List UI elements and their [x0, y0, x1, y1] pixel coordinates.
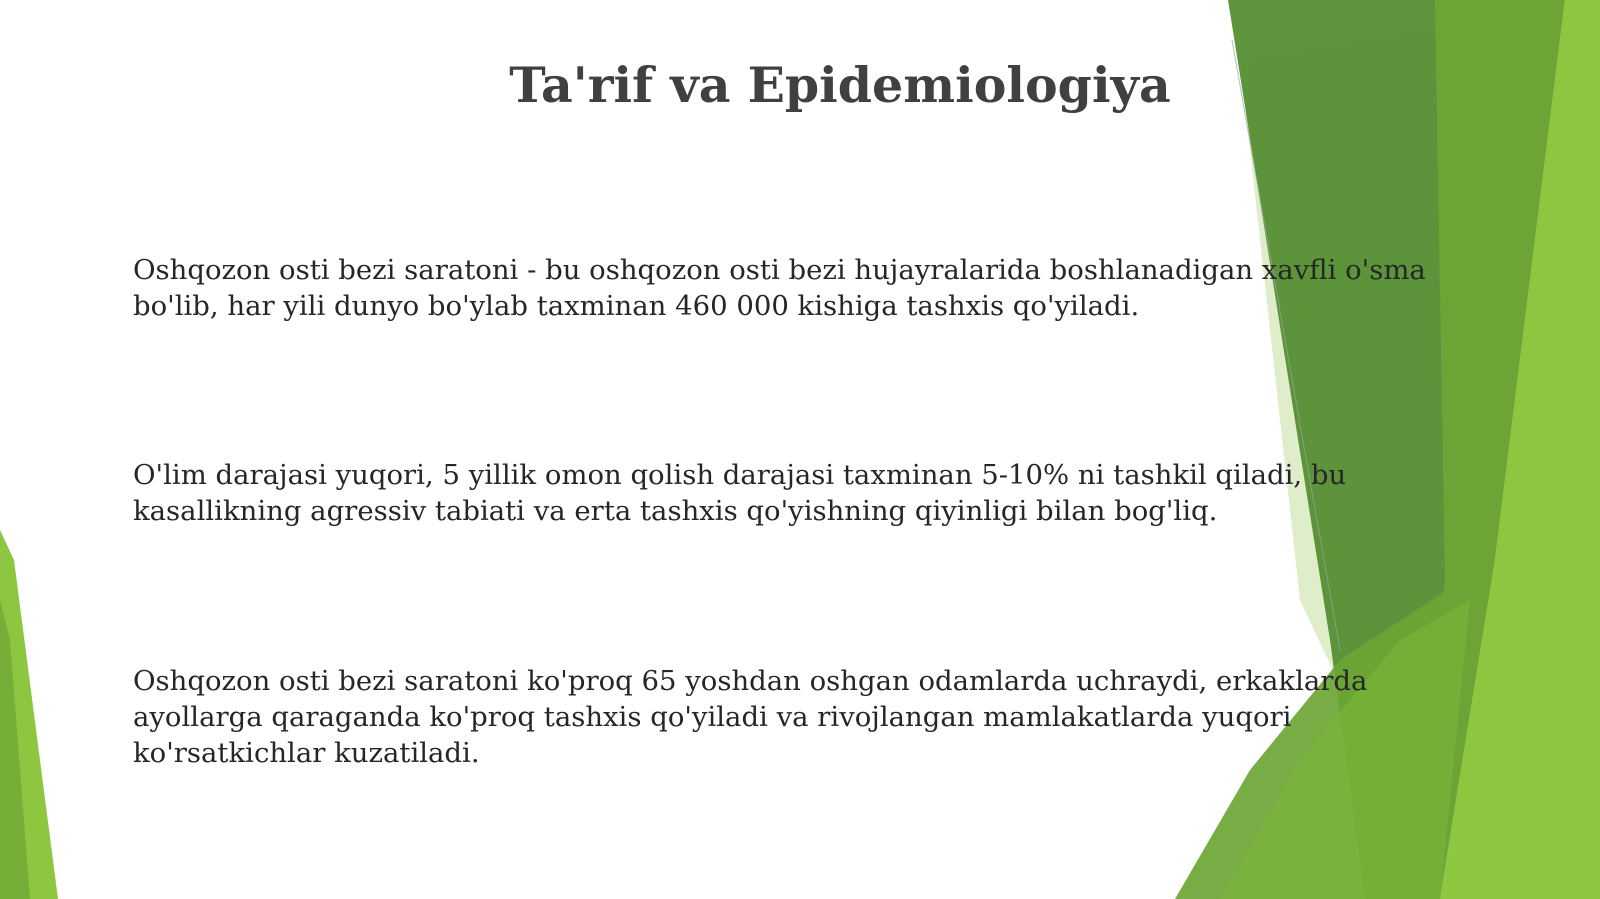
paragraph-definition: Oshqozon osti bezi saratoni - bu oshqozon osti bezi hujayralarida boshlanadigan xavfli o'sma bo'lib, har yili dunyo bo'ylab taxminan 460 000 kishiga tashxis qo'yiladi. — [133, 254, 1426, 322]
paragraph-mortality: O'lim darajasi yuqori, 5 yillik omon qolish darajasi taxminan 5-10% ni tashkil qiladi, bu kasallikning agressiv tabiati va erta tashxis qo'yishning qiyinligi bilan bog'liq. — [133, 459, 1347, 527]
paragraph-demographics: Oshqozon osti bezi saratoni ko'proq 65 yoshdan oshgan odamlarda uchraydi, erkaklarda ayollarga qaraganda ko'proq tashxis qo'yiladi va rivojlangan mamlakatlarda yuqori ko'rsatkichlar kuzatiladi. — [133, 665, 1368, 769]
slide-title: Ta'rif va Epidemiologiya — [509, 56, 1171, 114]
